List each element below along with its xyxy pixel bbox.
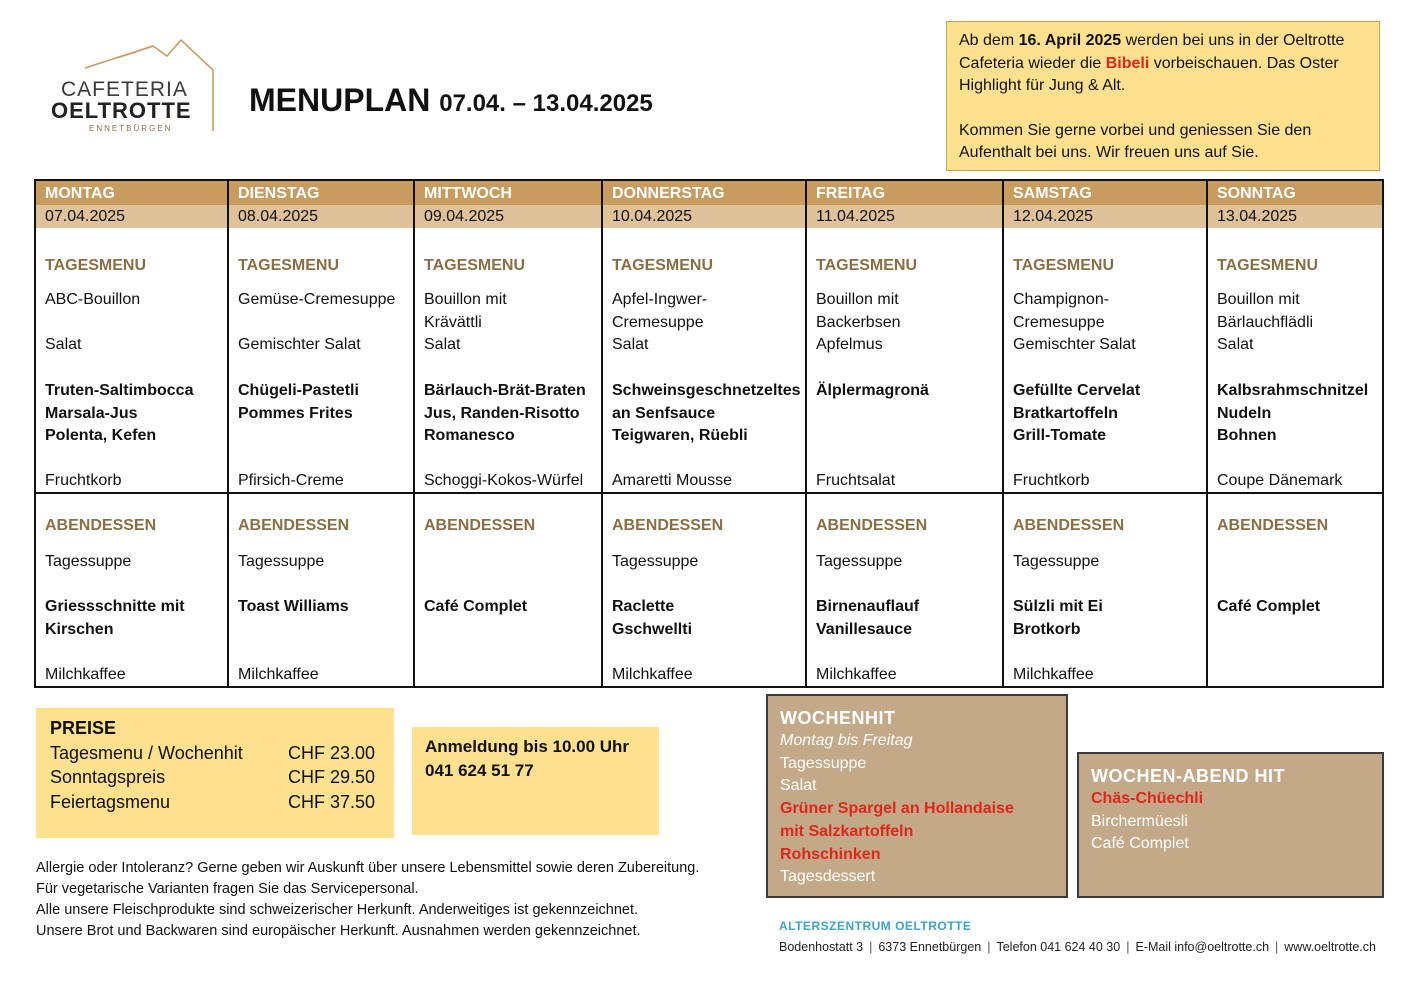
day-column-samstag	[1002, 181, 1206, 686]
notice-bibeli: Bibeli	[1105, 54, 1150, 72]
menu-item-m1: Bärlauch-Brät-Braten	[424, 382, 586, 399]
notice-text: Ab dem	[959, 32, 1019, 49]
price-value: CHF 37.50	[288, 791, 376, 812]
menu-item-dessert: Coupe Dänemark	[1217, 472, 1343, 489]
tagesmenu-label: TAGESMENU	[1013, 257, 1115, 274]
day-column-sonntag	[1206, 181, 1382, 686]
abendessen-label: ABENDESSEN	[1013, 517, 1125, 534]
footer-phone: Telefon 041 624 40 30	[996, 940, 1121, 954]
menu-item-m3: Bohnen	[1217, 427, 1277, 444]
menu-item-t3: Apfelmus	[816, 336, 883, 353]
tagesmenu-label: TAGESMENU	[1217, 257, 1319, 274]
menu-item-am2: Kirschen	[45, 621, 114, 638]
price-name: Tagesmenu / Wochenhit	[50, 742, 243, 763]
day-name: MITTWOCH	[415, 181, 601, 205]
menu-item-m1: Älplermagronä	[816, 382, 929, 399]
menu-item-dessert: Schoggi-Kokos-Würfel	[424, 472, 584, 489]
menu-item-dessert: Pfirsich-Creme	[238, 472, 344, 489]
allergy-notes	[36, 858, 766, 942]
wochen-abend-hit-box	[1077, 752, 1384, 898]
menu-item-m2: Marsala-Jus	[45, 405, 138, 422]
menu-item-dessert: Fruchtkorb	[45, 472, 122, 489]
footer-city: 6373 Ennetbürgen	[878, 940, 982, 954]
menu-item-am2: Gschwellti	[612, 621, 693, 638]
menu-item-m1: Chügeli-Pastetli	[238, 382, 359, 399]
note-line: Alle unsere Fleischprodukte sind schweizerischer Herkunft. Anderweitiges ist gekennzeichnet.	[36, 902, 639, 918]
wochenhit-item: Tagesdessert	[780, 868, 876, 886]
menu-item-m2: an Senfsauce	[612, 405, 716, 422]
menu-item-ad: Milchkaffee	[816, 666, 897, 683]
logo-text-cafeteria: CAFETERIA	[61, 78, 188, 101]
menu-item-t3: Gemischter Salat	[238, 336, 361, 353]
cafeteria-logo	[51, 38, 220, 136]
prices-box	[36, 708, 394, 838]
notice-paragraph-2: Kommen Sie gerne vorbei und geniessen Sie den Aufenthalt bei uns. Wir freuen uns auf Sie.	[959, 121, 1312, 161]
menu-item-m3: Polenta, Kefen	[45, 427, 157, 444]
menu-item-t1: Gemüse-Cremesuppe	[238, 291, 396, 308]
menu-item-t1: Bouillon mit	[424, 291, 507, 308]
wochenhit-title: WOCHENHIT	[780, 708, 896, 728]
day-name: MONTAG	[36, 181, 227, 205]
menu-item-m3: Grill-Tomate	[1013, 427, 1107, 444]
menu-item-a1: Tagessuppe	[816, 553, 903, 570]
menu-item-t2: Bärlauchflädli	[1217, 314, 1314, 331]
menu-item-t3: Salat	[45, 336, 82, 353]
price-row	[50, 741, 380, 766]
menu-item-dessert: Amaretti Mousse	[612, 472, 733, 489]
notice-text: vorbeischauen. Das Oster Highlight für Jung & Alt.	[959, 54, 1339, 94]
menu-item-t3: Salat	[612, 336, 649, 353]
menu-item-am1: Sülzli mit Ei	[1013, 598, 1103, 615]
menu-item-t3: Gemischter Salat	[1013, 336, 1136, 353]
easter-notice-box	[946, 21, 1380, 171]
wochenhit-main: Grüner Spargel an Hollandaise	[780, 800, 1014, 818]
day-date: 12.04.2025	[1004, 205, 1206, 228]
menu-item-t1: Bouillon mit	[816, 291, 899, 308]
menu-item-a1: Tagessuppe	[612, 553, 699, 570]
price-value: CHF 23.00	[288, 742, 376, 763]
menu-item-t3: Salat	[1217, 336, 1254, 353]
day-column-donnerstag	[601, 181, 805, 686]
menu-item-m2: Pommes Frites	[238, 405, 353, 422]
notice-date: 16. April 2025	[1018, 32, 1122, 49]
abendessen-label: ABENDESSEN	[612, 517, 724, 534]
price-row	[50, 765, 380, 790]
menu-item-a1: Tagessuppe	[1013, 553, 1100, 570]
menu-item-t1: Bouillon mit	[1217, 291, 1300, 308]
prices-title: PREISE	[50, 718, 117, 738]
menu-item-m2: Bratkartoffeln	[1013, 405, 1118, 422]
day-name: SONNTAG	[1208, 181, 1382, 205]
day-column-mittwoch	[413, 181, 601, 686]
price-name: Feiertagsmenu	[50, 791, 171, 812]
tagesmenu-label: TAGESMENU	[424, 257, 526, 274]
menu-item-am1: Birnenauflauf	[816, 598, 920, 615]
menu-item-t1: ABC-Bouillon	[45, 291, 141, 308]
abendessen-label: ABENDESSEN	[45, 517, 157, 534]
day-column-dienstag	[227, 181, 413, 686]
abendhit-item: Birchermüesli	[1091, 812, 1188, 830]
wochenhit-item: Salat	[780, 777, 817, 795]
registration-deadline: Anmeldung bis 10.00 Uhr	[425, 737, 630, 756]
menu-item-t2: Cremesuppe	[1013, 314, 1105, 331]
abendhit-title: WOCHEN-ABEND HIT	[1091, 766, 1285, 786]
menu-item-t2: Cremesuppe	[612, 314, 704, 331]
menu-item-ad: Milchkaffee	[45, 666, 126, 683]
menu-item-a1: Tagessuppe	[238, 553, 325, 570]
menu-item-t2: Backerbsen	[816, 314, 901, 331]
day-name: DONNERSTAG	[603, 181, 805, 205]
day-name: SAMSTAG	[1004, 181, 1206, 205]
abendhit-main: Chäs-Chüechli	[1091, 790, 1204, 807]
day-column-freitag	[805, 181, 1002, 686]
footer-contact: Bodenhostatt 3 | 6373 Ennetbürgen | Telefon 041 624 40 30 | E-Mail info@oeltrotte.ch | www.oeltrotte.ch	[779, 940, 1376, 954]
wochenhit-main: Rohschinken	[780, 845, 881, 863]
menu-item-dessert: Fruchtkorb	[1013, 472, 1090, 489]
price-row	[50, 790, 380, 815]
title-dates: 07.04. – 13.04.2025	[439, 90, 653, 117]
title-main: MENUPLAN	[249, 82, 431, 118]
day-date: 07.04.2025	[36, 205, 227, 228]
wochenhit-box	[766, 694, 1068, 898]
menu-item-am1: Griessschnitte mit	[45, 598, 185, 615]
weekly-menu-table	[34, 179, 1384, 688]
menu-item-a1: Tagessuppe	[45, 553, 132, 570]
menu-item-m1: Kalbsrahmschnitzel	[1217, 382, 1369, 399]
menu-item-am1: Raclette	[612, 598, 675, 615]
menu-item-ad: Milchkaffee	[238, 666, 319, 683]
note-line: Unsere Brot und Backwaren sind europäischer Herkunft. Ausnahmen werden gekennzeichnet.	[36, 923, 641, 939]
registration-phone: 041 624 51 77	[425, 761, 534, 780]
price-name: Sonntagspreis	[50, 767, 166, 787]
menu-item-am1: Café Complet	[1217, 598, 1321, 615]
wochenhit-item: Tagessuppe	[780, 754, 867, 772]
menu-item-am2: Vanillesauce	[816, 621, 913, 638]
menu-item-m1: Gefüllte Cervelat	[1013, 382, 1141, 399]
menu-item-t1: Apfel-Ingwer-	[612, 291, 708, 308]
menu-item-am1: Café Complet	[424, 598, 528, 615]
day-date: 10.04.2025	[603, 205, 805, 228]
notice-paragraph-1	[959, 30, 1367, 98]
abendessen-label: ABENDESSEN	[238, 517, 350, 534]
footer-address: Bodenhostatt 3	[779, 940, 864, 954]
footer-email[interactable]: E-Mail info@oeltrotte.ch	[1135, 940, 1270, 954]
day-date: 13.04.2025	[1208, 205, 1382, 228]
day-name: FREITAG	[807, 181, 1002, 205]
tagesmenu-label: TAGESMENU	[238, 257, 340, 274]
wochenhit-days: Montag bis Freitag	[780, 732, 913, 749]
menu-item-am1: Toast Williams	[238, 598, 349, 615]
abendhit-item: Café Complet	[1091, 835, 1189, 853]
menu-item-m3: Teigwaren, Rüebli	[612, 427, 748, 444]
note-line: Für vegetarische Varianten fragen Sie das Servicepersonal.	[36, 881, 419, 897]
tagesmenu-label: TAGESMENU	[45, 257, 147, 274]
page-title	[249, 82, 653, 119]
menu-item-m3: Romanesco	[424, 427, 515, 444]
tagesmenu-label: TAGESMENU	[612, 257, 714, 274]
note-line: Allergie oder Intoleranz? Gerne geben wir Auskunft über unsere Lebensmittel sowie deren Zubereitung.	[36, 860, 700, 876]
menu-item-m2: Jus, Randen-Risotto	[424, 405, 580, 422]
menu-item-m1: Schweinsgeschnetzeltes	[612, 382, 801, 399]
abendessen-label: ABENDESSEN	[424, 517, 536, 534]
notice-text: werden bei uns in der Oeltrotte Cafeteria wieder die	[959, 32, 1345, 72]
menu-item-t2: Krävättli	[424, 314, 482, 331]
tagesmenu-label: TAGESMENU	[816, 257, 918, 274]
menu-item-m2: Nudeln	[1217, 405, 1272, 422]
day-date: 08.04.2025	[229, 205, 413, 228]
abendessen-label: ABENDESSEN	[816, 517, 928, 534]
day-date: 11.04.2025	[807, 205, 1002, 228]
abendessen-label: ABENDESSEN	[1217, 517, 1329, 534]
menu-item-ad: Milchkaffee	[1013, 666, 1094, 683]
menu-item-ad: Milchkaffee	[612, 666, 693, 683]
footer-org-name: ALTERSZENTRUM OELTROTTE	[779, 919, 972, 933]
menu-item-am2: Brotkorb	[1013, 621, 1081, 638]
wochenhit-main: mit Salzkartoffeln	[780, 822, 914, 840]
day-date: 09.04.2025	[415, 205, 601, 228]
menu-item-t1: Champignon-	[1013, 291, 1110, 308]
day-name: DIENSTAG	[229, 181, 413, 205]
menu-item-m1: Truten-Saltimbocca	[45, 382, 194, 399]
registration-box	[412, 727, 659, 835]
footer-website[interactable]: www.oeltrotte.ch	[1284, 940, 1376, 954]
logo-text-oeltrotte: OELTROTTE	[51, 98, 192, 123]
day-column-montag	[36, 181, 227, 686]
price-value: CHF 29.50	[288, 767, 376, 787]
menu-item-t3: Salat	[424, 336, 461, 353]
logo-text-ennetbuergen: ENNETBÜRGEN	[89, 124, 173, 133]
menu-item-dessert: Fruchtsalat	[816, 472, 896, 489]
